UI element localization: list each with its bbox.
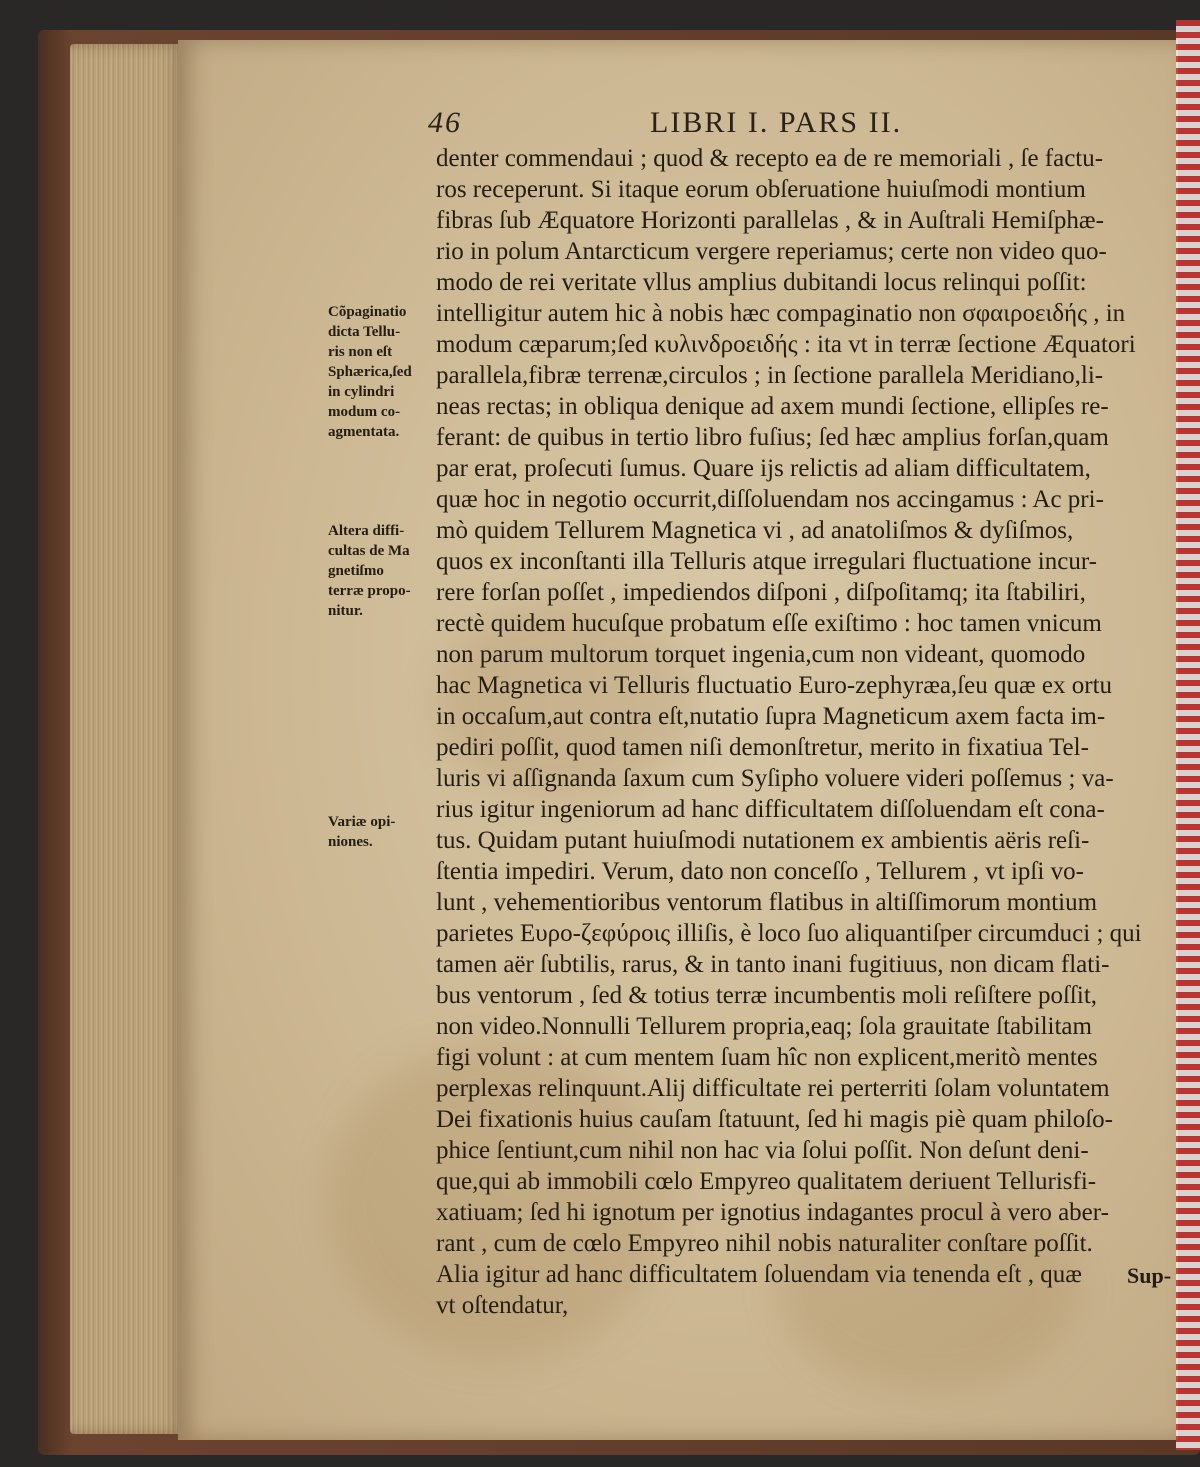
text-line: rio in polum Antarcticum vergere reperiamus; certe non video quo-	[436, 238, 1107, 265]
text-line: rectè quidem hucuſque probatum eſſe exiſtimo : hoc tamen vnicum	[436, 610, 1102, 637]
margin-note-line: niones.	[328, 834, 373, 850]
text-line: pediri poſſit, quod tamen niſi demonſtretur, merito in fixatiua Tel-	[436, 734, 1089, 761]
page-header	[428, 104, 1168, 144]
catchword: Sup-	[1127, 1263, 1172, 1288]
margin-note-altera-difficultas	[328, 521, 438, 621]
margin-note-line: cultas de Ma	[328, 543, 410, 559]
text-line: hac Magnetica vi Telluris fluctuatio Euro-zephyræa,ſeu quæ ex ortu	[436, 672, 1113, 699]
text-line: ros receperunt. Si itaque eorum obſeruatione huiuſmodi montium	[436, 176, 1086, 203]
text-line: par erat, proſecuti ſumus. Quare ijs relictis ad aliam difficultatem,	[436, 455, 1091, 482]
text-line: lunt , vehementioribus ventorum flatibus in altiſſimorum montium	[436, 889, 1098, 916]
text-line: rere forſan poſſet , impediendos diſponi , diſpoſitamq; ita ſtabiliri,	[436, 579, 1086, 606]
margin-note-line: Cõpaginatio	[328, 304, 407, 320]
text-line: intelligitur autem hic à nobis hæc compaginatio non σφαιροειδής , in	[436, 300, 1126, 327]
text-line: ferant: de quibus in tertio libro fuſius; ſed hæc amplius forſan,quam	[436, 424, 1109, 451]
text-line: denter commendaui ; quod & recepto ea de re memoriali , ſe factu-	[436, 145, 1104, 172]
text-line: parietes Ευρο-ζεφύροις illiſis, è loco ſuo aliquantiſper circumduci ; qui	[436, 920, 1142, 947]
text-line: non parum multorum torquet ingenia,cum non videant, quomodo	[436, 641, 1086, 668]
text-line: perplexas relinquunt.Alij difficultate rei perterriti ſolam voluntatem	[436, 1075, 1110, 1102]
margin-note-compaginatio	[328, 302, 438, 442]
text-line: parallela,fibræ terrenæ,circulos ; in ſectione parallela Meridiano,li-	[436, 362, 1104, 389]
text-line: que,qui ab immobili cœlo Empyreo qualitatem deriuent Tellurisfi-	[436, 1168, 1097, 1195]
margin-note-line: Sphærica,ſed	[328, 364, 412, 380]
bookmark-ribbon	[1176, 20, 1200, 1450]
margin-note-line: modum co-	[328, 404, 401, 420]
margin-note-line: agmentata.	[328, 424, 400, 440]
running-title: LIBRI I. PARS II.	[650, 106, 903, 139]
text-line: luris vi aſſignanda ſaxum cum Syſipho voluere videri poſſemus ; va-	[436, 765, 1114, 792]
margin-note-variae-opiniones	[328, 812, 438, 852]
body-text	[436, 143, 1156, 1321]
margin-note-line: in cylindri	[328, 384, 395, 400]
text-line: fibras ſub Æquatore Horizonti parallelas , & in Auſtrali Hemiſphæ-	[436, 207, 1104, 234]
text-line: phice ſentiunt,cum nihil non hac via ſolui poſſit. Non deſunt deni-	[436, 1137, 1089, 1164]
text-line: ſtentia impediri. Verum, dato non conceſſo , Tellurem , vt ipſi vo-	[436, 858, 1084, 885]
text-line: mò quidem Tellurem Magnetica vi , ad anatoliſmos & dyſiſmos,	[436, 517, 1074, 544]
text-line: modo de rei veritate vllus amplius dubitandi locus relinqui poſſit:	[436, 269, 1087, 296]
page-edges	[70, 44, 185, 1434]
text-line: quos ex inconſtanti illa Telluris atque irregulari fluctuatione incur-	[436, 548, 1097, 575]
text-line: neas rectas; in obliqua denique ad axem mundi ſectione, ellipſes re-	[436, 393, 1109, 420]
margin-note-line: gnetiſmo	[328, 563, 384, 579]
margin-note-line: Variæ opi-	[328, 814, 396, 830]
margin-note-line: dicta Tellu-	[328, 324, 401, 340]
text-line: in occaſum,aut contra eſt,nutatio ſupra Magneticum axem facta im-	[436, 703, 1106, 730]
text-line: Alia igitur ad hanc difficultatem ſoluendam via tenenda eſt , quæ	[436, 1261, 1082, 1288]
margin-note-line: terræ propo-	[328, 583, 411, 599]
margin-note-line: nitur.	[328, 603, 363, 619]
text-line: tamen aër ſubtilis, rarus, & in tanto inani fugitiuus, non dicam flati-	[436, 951, 1110, 978]
text-line: bus ventorum , ſed & totius terræ incumbentis moli reſiſtere poſſit,	[436, 982, 1098, 1009]
text-line: non video.Nonnulli Tellurem propria,eaq; ſola grauitate ſtabilitam	[436, 1013, 1092, 1040]
text-line: rant , cum de cœlo Empyreo nihil nobis naturaliter conſtare poſſit.	[436, 1230, 1093, 1257]
text-line: quæ hoc in negotio occurrit,diſſoluendam nos accingamus : Ac pri-	[436, 486, 1104, 513]
margin-note-line: ris non eſt	[328, 344, 393, 360]
text-line: tus. Quidam putant huiuſmodi nutationem ex ambientis aëris reſi-	[436, 827, 1090, 854]
text-line: figi volunt : at cum mentem ſuam hîc non explicent,meritò mentes	[436, 1044, 1098, 1071]
margin-note-line: Altera diffi-	[328, 523, 405, 539]
text-line: vt oſtendatur,	[436, 1292, 569, 1319]
page-number: 46	[428, 106, 462, 139]
text-line: modum cæparum;ſed κυλινδροειδής : ita vt in terræ ſectione Æquatori	[436, 331, 1136, 358]
text-line: xatiuam; ſed hi ignotum per ignotius indagantes procul à vero aber-	[436, 1199, 1109, 1226]
text-line: rius igitur ingeniorum ad hanc difficultatem diſſoluendam eſt cona-	[436, 796, 1105, 823]
text-line: Dei fixationis huius cauſam ſtatuunt, ſed hi magis piè quam philoſo-	[436, 1106, 1113, 1133]
